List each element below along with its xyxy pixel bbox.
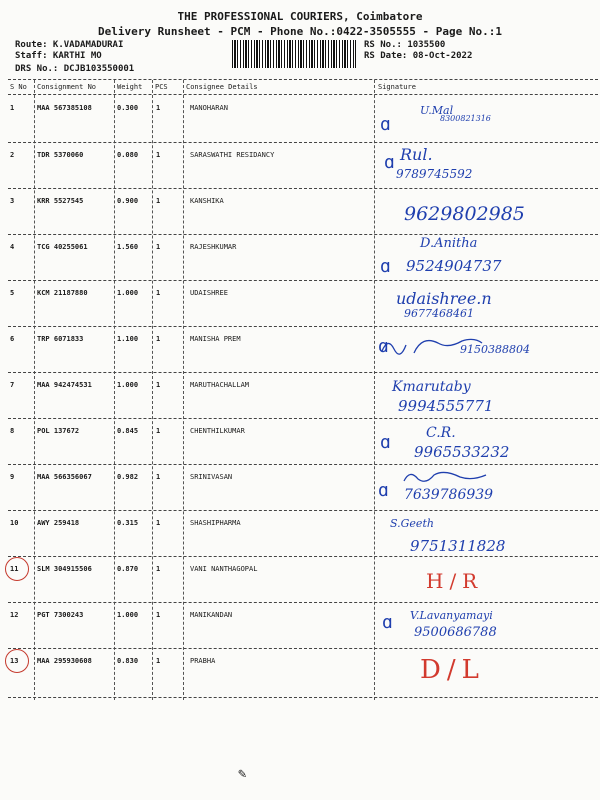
row-weight: 0.845 — [117, 427, 139, 435]
highlight-circle — [5, 649, 29, 673]
row-weight: 0.900 — [117, 197, 139, 205]
row-consignment: TCG 40255061 — [37, 243, 88, 251]
row-consignee: SRINIVASAN — [190, 473, 233, 481]
signature-phone: 7639786939 — [404, 487, 494, 503]
table-row — [0, 235, 600, 281]
row-consignment: TRP 6071833 — [37, 335, 84, 343]
table-row — [0, 603, 600, 649]
col-pcs: PCS — [155, 83, 168, 91]
tick-icon: ɑ — [382, 612, 393, 633]
row-pcs: 1 — [156, 335, 161, 343]
row-consignee: RAJESHKUMAR — [190, 243, 237, 251]
tick-icon: ɑ — [380, 256, 391, 277]
signature-scribble — [400, 467, 490, 487]
row-weight: 1.000 — [117, 289, 139, 297]
row-consignment: MAA 566356067 — [37, 473, 92, 481]
row-consignment: AWY 259418 — [37, 519, 80, 527]
row-consignment: KCM 21187880 — [37, 289, 88, 297]
row-consignment: MAA 942474531 — [37, 381, 92, 389]
staff-text: Staff: KARTHI MO — [15, 51, 102, 61]
row-consignee: MARUTHACHALLAM — [190, 381, 250, 389]
signature-phone: 9150388804 — [460, 343, 530, 356]
signature-phone: 9994555771 — [398, 397, 494, 415]
row-pcs: 1 — [156, 657, 161, 665]
row-divider — [8, 697, 598, 698]
tick-icon: ɑ — [380, 114, 391, 135]
row-sno: 7 — [10, 381, 15, 389]
row-pcs: 1 — [156, 104, 161, 112]
signature-name: udaishree.n — [396, 289, 492, 308]
row-pcs: 1 — [156, 519, 161, 527]
document-title: THE PROFESSIONAL COURIERS, Coimbatore — [177, 10, 423, 23]
header-top-rule — [8, 79, 598, 80]
row-pcs: 1 — [156, 427, 161, 435]
signature-name: Rul. — [400, 145, 433, 164]
table-row — [0, 419, 600, 465]
table-row — [0, 373, 600, 419]
table-row — [0, 96, 600, 142]
signature-phone: 9524904737 — [406, 257, 502, 275]
table-row — [0, 465, 600, 511]
col-consignment: Consignment No — [37, 83, 97, 91]
row-sno: 6 — [10, 335, 15, 343]
row-sno: 5 — [10, 289, 15, 297]
tick-icon: ɑ — [380, 432, 391, 453]
row-weight: 1.000 — [117, 381, 139, 389]
row-weight: 0.300 — [117, 104, 139, 112]
row-pcs: 1 — [156, 611, 161, 619]
signature-status: H/R — [426, 569, 484, 593]
rs-date: RS Date: 08-Oct-2022 — [364, 51, 473, 61]
table-row — [0, 557, 600, 603]
col-sno: S No — [10, 83, 27, 91]
row-pcs: 1 — [156, 197, 161, 205]
row-consignment: MAA 567385108 — [37, 104, 92, 112]
row-consignee: CHENTHILKUMAR — [190, 427, 245, 435]
table-row — [0, 649, 600, 695]
signature-phone: 9789745592 — [396, 167, 473, 181]
row-pcs: 1 — [156, 289, 161, 297]
drs-number: DRS No.: DCJB103550001 — [15, 64, 135, 74]
row-sno: 2 — [10, 151, 15, 159]
row-consignee: MANOHARAN — [190, 104, 228, 112]
row-weight: 1.000 — [117, 611, 139, 619]
scribble-mark-icon: ✎ — [238, 766, 247, 782]
row-consignment: KRR 5527545 — [37, 197, 84, 205]
table-row — [0, 281, 600, 327]
row-pcs: 1 — [156, 565, 161, 573]
row-sno: 12 — [10, 611, 19, 619]
row-consignment: PGT 7300243 — [37, 611, 84, 619]
signature-name: Kmarutaby — [392, 379, 471, 395]
tick-icon: ɑ — [378, 336, 389, 357]
signature-name: S.Geeth — [390, 517, 434, 530]
rs-number: RS No.: 1035500 — [364, 40, 446, 50]
signature-phone: 9677468461 — [404, 307, 474, 320]
col-consignee: Consignee Details — [186, 83, 258, 91]
row-consignee: MANIKANDAN — [190, 611, 233, 619]
signature-phone: 9965533232 — [414, 443, 510, 461]
row-consignment: TDR 5370060 — [37, 151, 84, 159]
signature-name: U.Mal — [420, 104, 454, 117]
route-text: Route: K.VADAMADURAI — [15, 40, 124, 50]
col-signature: Signature — [378, 83, 416, 91]
row-weight: 0.870 — [117, 565, 139, 573]
row-sno: 3 — [10, 197, 15, 205]
row-sno: 8 — [10, 427, 15, 435]
table-row — [0, 189, 600, 235]
signature-phone: 9629802985 — [404, 203, 525, 225]
row-sno: 1 — [10, 104, 15, 112]
tick-icon: ɑ — [384, 152, 395, 173]
col-weight: Weight — [117, 83, 143, 91]
highlight-circle — [5, 557, 29, 581]
row-consignee: SHASHIPHARMA — [190, 519, 241, 527]
row-consignee: PRABHA — [190, 657, 216, 665]
row-sno: 10 — [10, 519, 19, 527]
row-consignee: VANI NANTHAGOPAL — [190, 565, 258, 573]
signature-phone: 9751311828 — [410, 537, 506, 555]
row-sno: 4 — [10, 243, 15, 251]
signature-name: C.R. — [426, 425, 456, 441]
row-sno: 13 — [10, 657, 19, 665]
signature-phone: 9500686788 — [414, 625, 497, 640]
signature-name: V.Lavanyamayi — [410, 609, 493, 622]
table-row — [0, 327, 600, 373]
row-pcs: 1 — [156, 151, 161, 159]
row-consignment: SLM 304915506 — [37, 565, 92, 573]
row-weight: 0.982 — [117, 473, 139, 481]
row-consignment: POL 137672 — [37, 427, 80, 435]
row-weight: 0.080 — [117, 151, 139, 159]
row-pcs: 1 — [156, 473, 161, 481]
row-consignee: MANISHA PREM — [190, 335, 241, 343]
signature-name: D.Anitha — [420, 236, 478, 251]
row-consignee: SARASWATHI RESIDANCY — [190, 151, 275, 159]
header-bottom-rule — [8, 94, 598, 95]
row-consignee: KANSHIKA — [190, 197, 224, 205]
row-sno: 11 — [10, 565, 19, 573]
barcode — [232, 40, 356, 68]
table-row — [0, 143, 600, 189]
tick-icon: ɑ — [378, 480, 389, 501]
row-pcs: 1 — [156, 381, 161, 389]
row-pcs: 1 — [156, 243, 161, 251]
row-weight: 0.315 — [117, 519, 139, 527]
table-row — [0, 511, 600, 557]
row-weight: 1.560 — [117, 243, 139, 251]
row-weight: 0.830 — [117, 657, 139, 665]
signature-phone: 8300821316 — [440, 114, 491, 123]
row-weight: 1.100 — [117, 335, 139, 343]
document-subtitle: Delivery Runsheet - PCM - Phone No.:0422-3505555 - Page No.:1 — [98, 25, 502, 38]
signature-status: D/L — [420, 655, 485, 685]
row-consignment: MAA 295930608 — [37, 657, 92, 665]
row-sno: 9 — [10, 473, 15, 481]
row-consignee: UDAISHREE — [190, 289, 228, 297]
